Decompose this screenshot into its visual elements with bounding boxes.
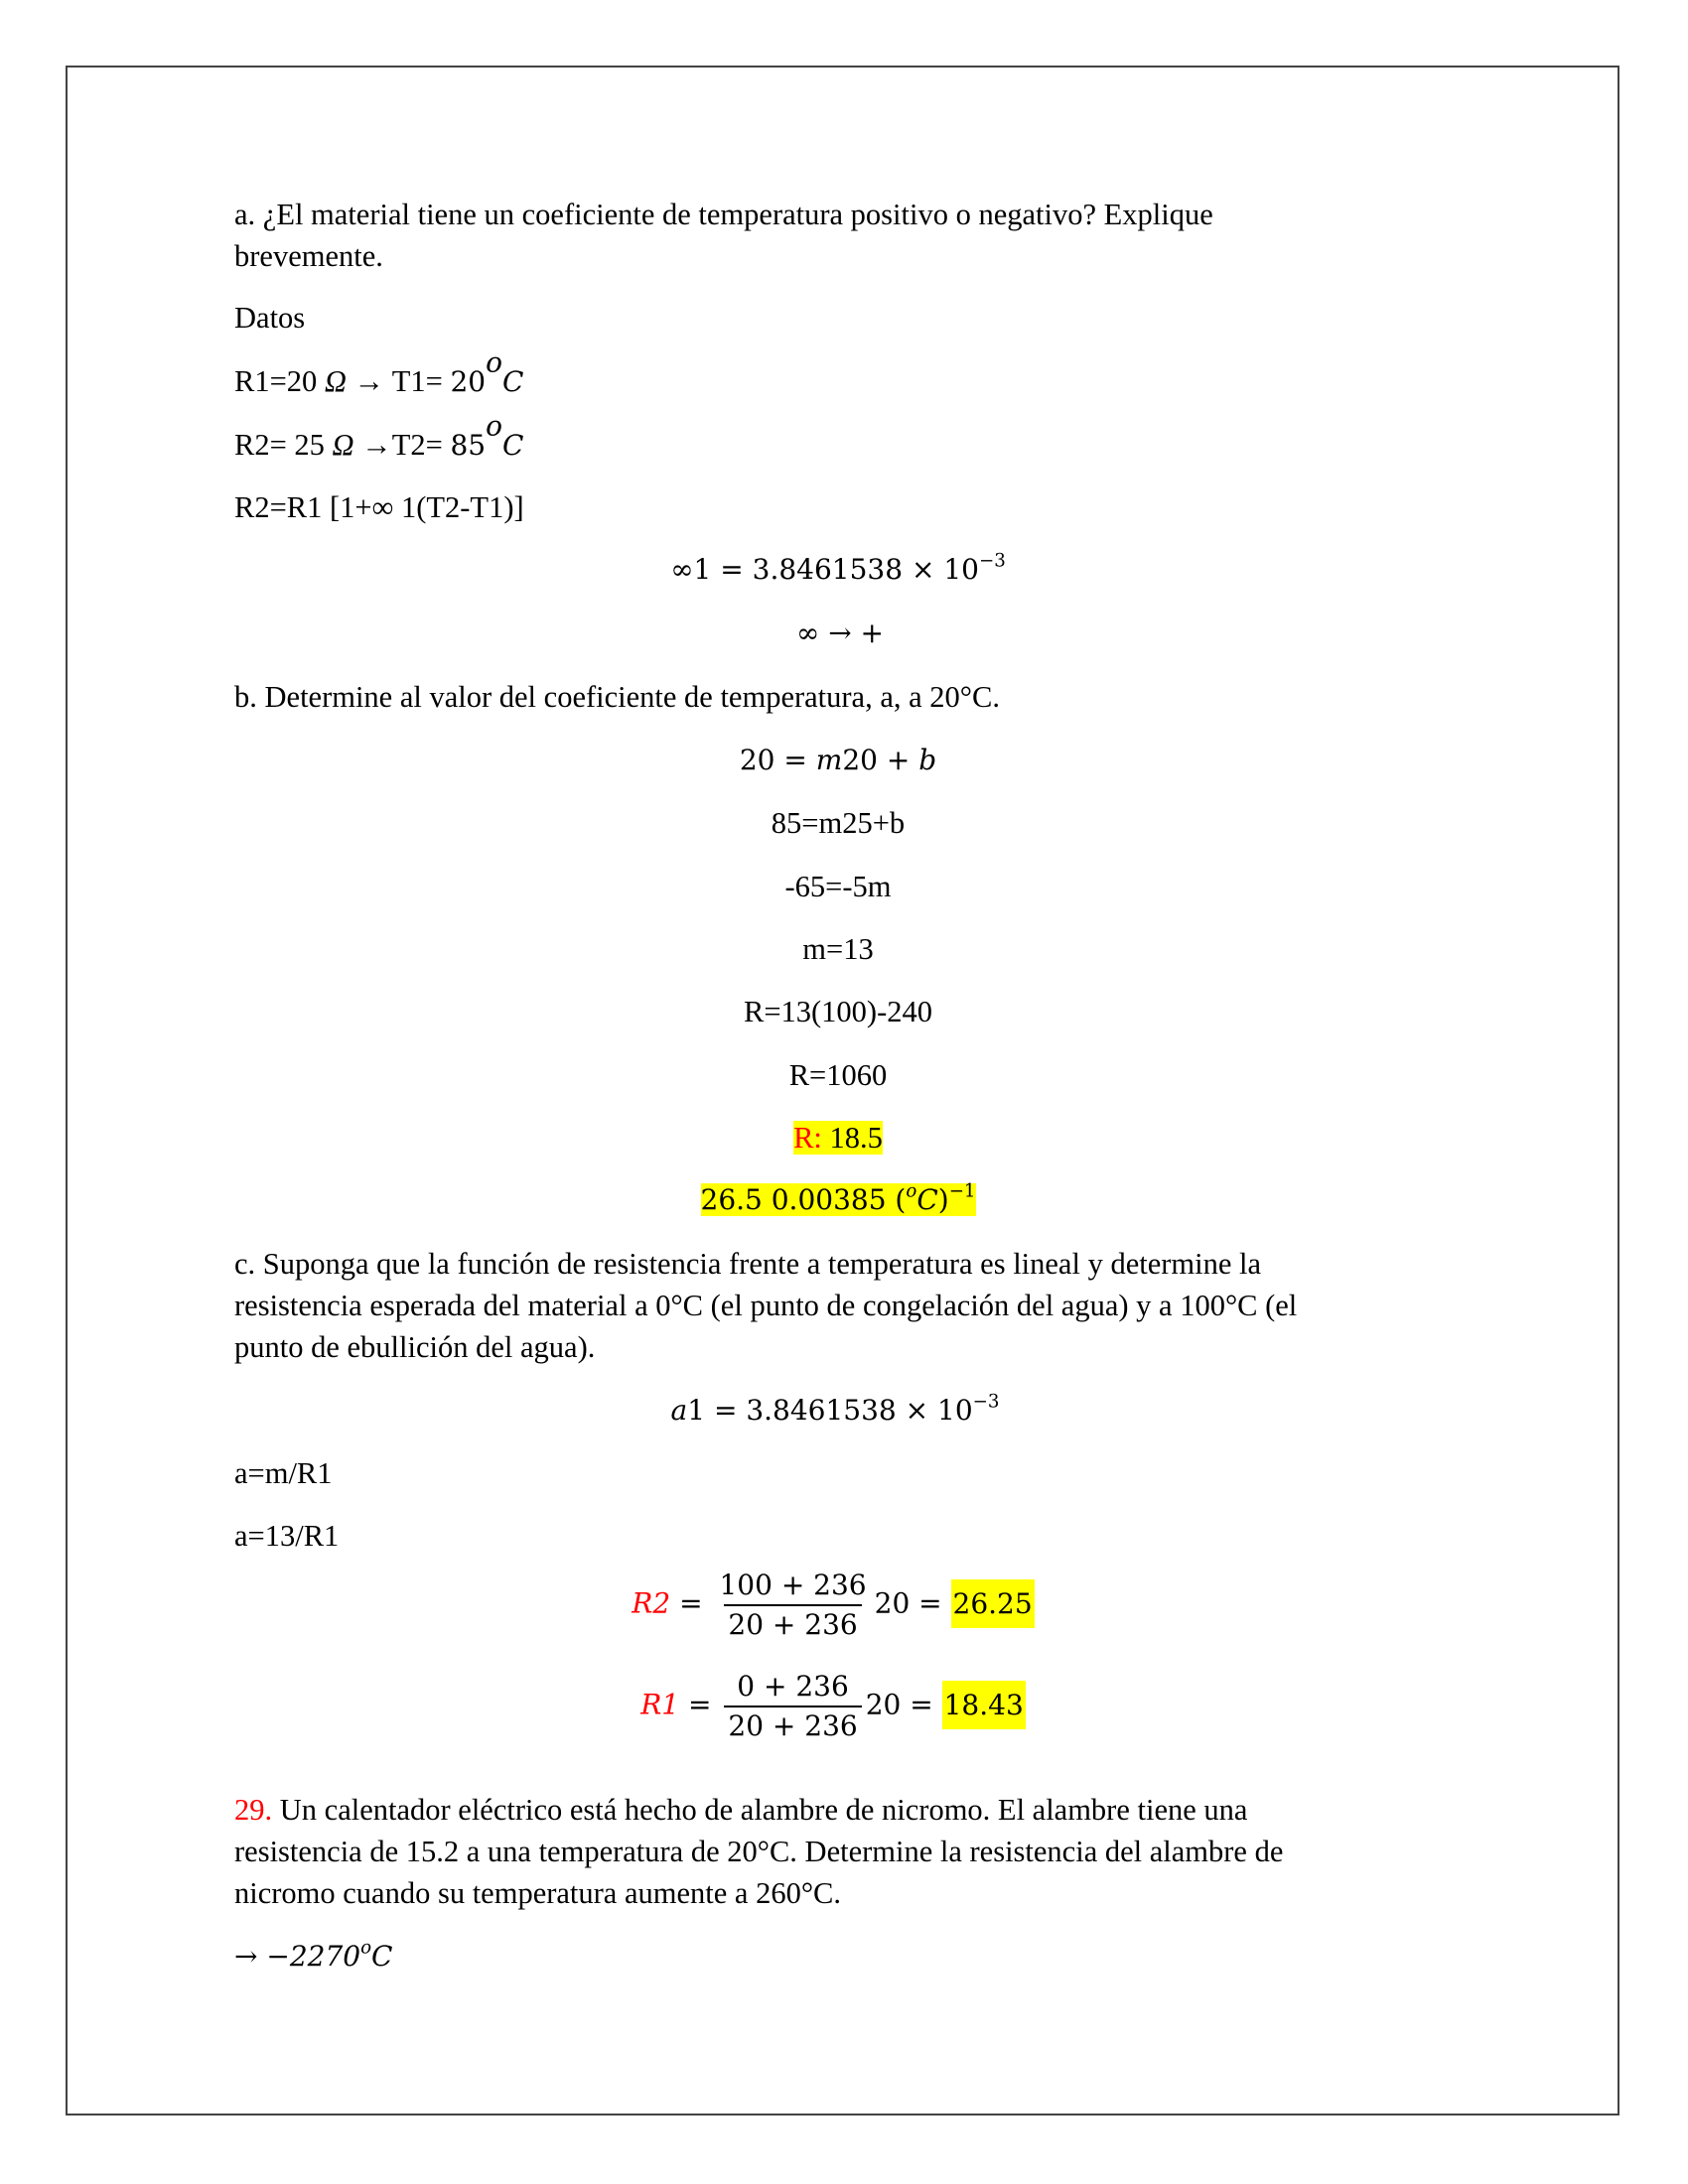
equation-6: R=1060	[788, 1058, 888, 1092]
equation-4: m=13	[802, 932, 874, 966]
part-a-question	[234, 194, 1456, 277]
sign-conclusion: ∞ → +	[795, 616, 885, 649]
formula-line: R2=R1 [1+∞ 1(T2-T1)]	[234, 490, 524, 524]
r2-result: 26.25	[951, 1579, 1035, 1628]
alpha-equation-c: $a1 = 3.8461538 \times 10^{-3}$	[670, 1391, 1000, 1427]
equation-a-m-r1: a=m/R1	[234, 1456, 333, 1490]
equation-1: 20 = m20 + b	[739, 744, 937, 776]
r2-label: R2	[632, 1586, 671, 1620]
omega-symbol: Ω	[324, 364, 347, 398]
datos-label: Datos	[234, 301, 306, 335]
r2-fraction-equation: R2 = $\frac{100 + 236}{20 + 236}$ 20 = 26.25	[222, 1567, 1444, 1644]
omega-symbol: Ω	[332, 428, 354, 462]
equation-a-13-r1: a=13/R1	[234, 1519, 340, 1553]
answer-label: R:	[793, 1121, 822, 1155]
r1-fraction-equation: R1 = $\frac{0 + 236}{20 + 236}$ 20 = 18.43	[222, 1668, 1444, 1745]
equation-2: 85=m25+b	[771, 806, 906, 840]
part-a-question-line1: a. ¿El material tiene un coeficiente de temperatura positivo o negativo? Explique	[234, 198, 1213, 231]
problem-number: 29.	[234, 1793, 273, 1827]
part-b-question: b. Determine al valor del coeficiente de temperatura, a, a 20°C.	[234, 680, 1000, 714]
part-c-question: c. Suponga que la función de resistencia frente a temperatura es lineal y determine la resistencia esperada del material a 0°C (el punto de congelación del agua) y a 100°C (el punto de ebullición del agua).	[234, 1247, 1298, 1364]
r2-fraction: $\frac{100 + 236}{20 + 236}$	[715, 1567, 870, 1644]
r1-label: R1	[640, 1688, 680, 1721]
part-a-question-line2: brevemente.	[234, 239, 383, 273]
highlighted-answer-2: 26.5 0.00385 $(^oC)^{-1}$	[700, 1180, 976, 1216]
problem-29-answer: → $-2270^oC$	[234, 1937, 393, 1973]
highlighted-answer-1: R: 18.5	[793, 1121, 883, 1155]
alpha-equation: $\infty 1 = 3.8461538 \times 10^{-3}$	[670, 550, 1006, 586]
data-r1-line: R1=20 $\Omega \to T1= 20^oC$	[234, 345, 524, 398]
r1-fraction: $\frac{0 + 236}{20 + 236}$	[724, 1668, 861, 1745]
equation-3: -65=-5m	[784, 870, 892, 903]
arrow-right-icon: →	[353, 428, 392, 462]
arrow-right-icon: →	[346, 364, 392, 398]
problem-29: 29. Un calentador eléctrico está hecho de alambre de nicromo. El alambre tiene una resistencia de 15.2 a una temperatura de 20°C. Determine la resistencia del alambre de nicromo cuando su temperatura aumente a 260°C.	[234, 1793, 1284, 1910]
equation-5: R=13(100)-240	[743, 995, 932, 1028]
r1-result: 18.43	[942, 1681, 1026, 1729]
arrow-right-icon: →	[234, 1940, 267, 1973]
data-r2-line: R2= 25 $\Omega \to T2= 85^oC$	[234, 409, 524, 462]
